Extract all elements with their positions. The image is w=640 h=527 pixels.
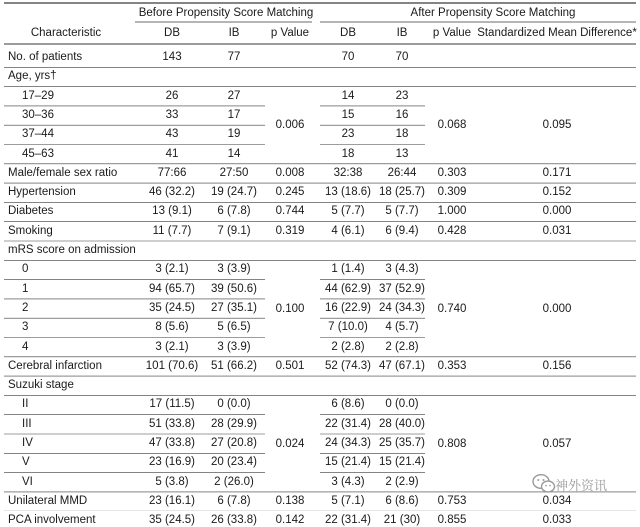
cell-db: 23 (16.9) [148,456,196,469]
cell-ib: 77 [227,51,241,63]
cell-ib2: 23 [395,89,409,102]
row-label: 3 [22,321,29,334]
merged-p: 0.100 [275,302,305,315]
cell-ib: 6 (7.8) [217,494,251,507]
cell-db2: 23 [341,128,355,141]
db-header: DB [164,27,180,39]
cell-db: 11 (7.7) [152,224,192,237]
cell-db: 5 (3.8) [155,475,189,488]
cell-ib: 6 (7.8) [217,205,251,218]
cell-ib: 27 (20.8) [210,437,258,449]
row-label: 4 [22,340,29,353]
cell-ib2: 13 [395,147,409,160]
cell-db: 43 [165,128,179,141]
cell-ib: 3 (3.9) [217,263,251,276]
merged-smd: 0.057 [542,437,572,450]
cell-p2: 0.753 [437,494,467,507]
cell-ib: 5 (6.5) [217,321,251,334]
after-matching-header: After Propensity Score Matching [410,7,576,19]
cell-db2: 6 (8.6) [331,398,365,411]
cell-db: 13 (9.1) [152,205,192,218]
merged-smd: 0.095 [542,119,572,132]
merged-p: 0.006 [275,119,305,132]
cell-ib2: 18 [395,128,409,141]
cell-db2: 5 (7.1) [331,494,365,507]
p-value-matched-header: p Value [432,27,472,39]
cell-ib: 17 [227,108,241,121]
cell-p: 0.245 [275,186,305,199]
cell-db: 8 (5.6) [155,321,189,334]
cell-ib2: 2 (2.8) [385,340,419,353]
watermark [530,470,636,498]
cell-db: 94 (65.7) [148,282,196,295]
cell-db: 3 (2.1) [155,263,189,276]
merged-p2: 0.068 [437,119,467,132]
section-label: Age, yrs† [8,70,57,83]
row-label: 30–36 [22,108,54,121]
db-matched-header: DB [340,27,356,39]
cell-p2: 0.428 [437,224,467,237]
cell-db: 46 (32.2) [148,186,196,199]
watermark-text: 神外资讯 [555,479,608,494]
cell-ib2: 6 (9.4) [385,224,419,237]
section-label: Suzuki stage [8,379,74,392]
merged-p2: 0.740 [437,302,467,315]
cell-p: 0.008 [275,166,305,179]
cell-ib: 51 (66.2) [210,359,258,372]
cell-db2: 15 (21.4) [324,456,372,469]
cell-p2: 1.000 [437,205,467,218]
before-matching-header: Before Propensity Score Matching [138,7,314,19]
row-label: II [22,398,29,411]
cell-ib2: 0 (0.0) [385,398,419,411]
cell-db: 143 [162,51,182,63]
row-label: Unilateral MMD [8,494,88,507]
cell-ib2: 28 (40.0) [378,417,426,430]
row-label: Diabetes [8,205,54,218]
cell-db2: 22 (31.4) [324,417,372,430]
row-label: Hypertension [8,186,76,199]
row-label: V [22,456,30,469]
cell-ib: 7 (9.1) [217,224,251,237]
cell-ib2: 26:44 [387,166,417,179]
cell-ib2: 3 (4.3) [385,263,419,276]
merged-p2: 0.808 [437,437,467,450]
cell-db2: 7 (10.0) [328,321,368,334]
cell-ib: 0 (0.0) [217,398,251,411]
cell-ib2: 18 (25.7) [378,186,426,199]
cell-ib: 3 (3.9) [217,340,251,353]
row-label: VI [22,475,33,488]
cell-p: 0.319 [275,224,305,237]
cell-p: 0.138 [275,494,305,507]
ib-matched-header: IB [396,27,408,39]
cell-p2: 0.309 [437,186,467,199]
row-label: 1 [22,282,29,295]
cell-p: 0.501 [275,359,305,372]
cell-smd: 0.034 [542,494,572,507]
cell-db2: 14 [341,89,355,102]
cell-db: 47 (33.8) [148,437,196,449]
cell-ib: 27 [227,89,241,102]
cell-db: 35 (24.5) [148,514,196,527]
cell-ib2: 25 (35.7) [378,437,426,449]
merged-p: 0.024 [275,437,305,450]
cell-db2: 13 (18.6) [324,186,372,199]
cell-db2: 16 (22.9) [324,301,372,314]
cell-db2: 24 (34.3) [324,437,372,449]
cell-ib: 2 (26.0) [214,475,254,488]
cell-db: 35 (24.5) [148,301,196,314]
row-label: Male/female sex ratio [8,166,118,179]
cell-db: 3 (2.1) [155,340,189,353]
cell-db2: 15 [341,108,355,121]
cell-ib2: 37 (52.9) [378,282,426,295]
row-label: 17–29 [22,89,54,102]
row-label: 45–63 [22,147,54,160]
cell-smd: 0.000 [542,205,572,218]
row-label: PCA involvement [8,514,96,527]
cell-ib2: 24 (34.3) [378,301,426,314]
cell-ib: 39 (50.6) [210,282,258,295]
cell-db2: 70 [341,51,355,63]
row-label: 0 [22,263,29,276]
cell-ib: 20 (23.4) [210,456,258,469]
cell-db2: 5 (7.7) [331,205,365,218]
cell-db2: 22 (31.4) [324,514,372,527]
cell-p2: 0.353 [437,359,467,372]
row-label: 37–44 [22,128,54,141]
row-label: Cerebral infarction [8,359,102,372]
cell-ib2: 6 (8.6) [385,494,419,507]
cell-db2: 18 [341,147,355,160]
cell-smd: 0.033 [542,514,572,527]
cell-ib2: 15 (21.4) [378,456,426,469]
cell-ib2: 2 (2.9) [385,475,419,488]
cell-db: 26 [165,89,179,102]
cell-db: 17 (11.5) [149,398,195,411]
cell-db2: 1 (1.4) [331,263,365,276]
cell-db2: 3 (4.3) [331,475,365,488]
cell-ib2: 47 (67.1) [378,359,426,372]
cell-ib2: 16 [395,108,409,121]
wechat-icon [532,473,556,495]
section-label: mRS score on admission [8,244,136,256]
cell-p2: 0.303 [437,166,467,179]
cell-smd: 0.156 [542,359,572,372]
cell-ib: 19 [227,128,241,141]
cell-db: 77:66 [157,166,187,179]
cell-db: 41 [165,147,179,160]
cell-ib2: 21 (30) [383,514,421,527]
cell-ib2: 4 (5.7) [385,321,419,334]
ib-header: IB [228,27,240,39]
smd-header: Standardized Mean Difference* [477,27,637,39]
row-label: 2 [22,301,29,314]
row-label: IV [22,437,33,449]
cell-db: 101 (70.6) [145,359,199,372]
cell-ib: 27:50 [219,166,249,179]
cell-db2: 52 (74.3) [324,359,372,372]
cell-smd: 0.031 [542,224,572,237]
cell-smd: 0.152 [542,186,572,199]
row-label: Smoking [8,224,53,237]
row-label: III [22,417,32,430]
cell-p2: 0.855 [437,514,467,527]
cell-db2: 32:38 [333,166,363,179]
merged-smd: 0.000 [542,302,572,315]
cell-ib: 26 (33.8) [210,514,258,527]
cell-db2: 44 (62.9) [324,282,372,295]
cell-ib: 27 (35.1) [210,301,258,314]
cell-db: 23 (16.1) [148,494,196,507]
cell-p: 0.744 [275,205,305,218]
p-value-header: p Value [270,27,310,39]
cell-db2: 4 (6.1) [331,224,365,237]
cell-smd: 0.171 [542,166,572,179]
cell-p: 0.142 [275,514,305,527]
cell-ib2: 70 [395,51,409,63]
row-label: No. of patients [8,51,83,63]
cell-db: 51 (33.8) [148,417,196,430]
cell-ib: 19 (24.7) [210,186,258,199]
characteristic-header: Characteristic [30,27,102,39]
cell-ib2: 5 (7.7) [385,205,419,218]
cell-ib: 14 [227,147,241,160]
cell-db: 33 [165,108,179,121]
cell-ib: 28 (29.9) [210,417,258,430]
cell-db2: 2 (2.8) [331,340,365,353]
